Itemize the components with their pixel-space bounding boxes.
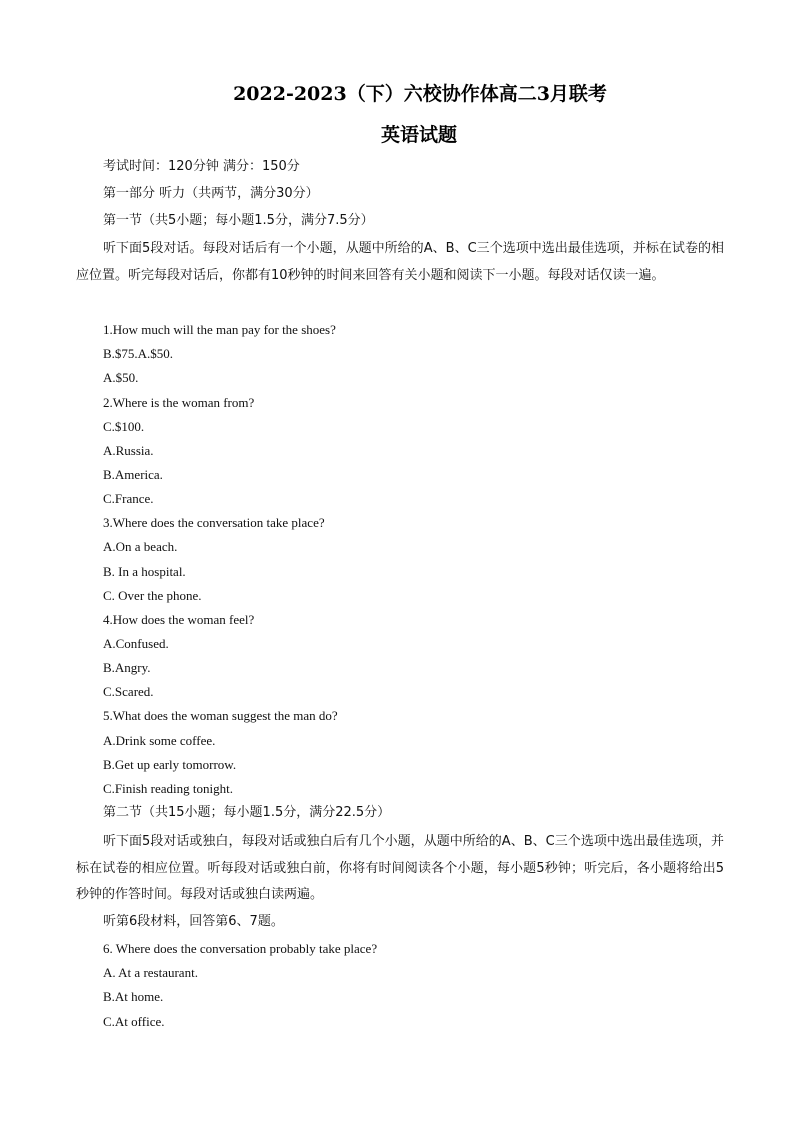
option-line: A.$50.: [103, 370, 139, 385]
option-line: A.On a beach.: [103, 539, 178, 554]
part1-heading: 第一部分 听力（共两节，满分30分）: [103, 186, 319, 201]
question-line: 2.Where is the woman from?: [103, 395, 255, 410]
option-line: C.Scared.: [103, 684, 154, 699]
section2-heading: 第二节（共15小题；每小题1.5分，满分22.5分）: [103, 805, 391, 820]
question-line: 3.Where does the conversation take place?: [103, 515, 325, 530]
option-line: C.Finish reading tonight.: [103, 781, 233, 796]
option-line: B.At home.: [103, 989, 164, 1004]
exam-subtitle: 英语试题: [380, 124, 457, 146]
question-line: 5.What does the woman suggest the man do?: [103, 708, 338, 723]
option-line: A.Russia.: [103, 443, 154, 458]
section2-instructions: 听下面5段对话或独白，每段对话或独白后有几个小题，从题中所给的A、B、C三个选项中选出最佳选项，并标在试卷的相应位置。听每段对话或独白前，你将有时间阅读各个小题，每小题5秒钟；听完后，各小题将给出5秒钟的作答时间。每段对话或独白读两遍。: [76, 834, 724, 903]
section1-instructions: 听下面5段对话。每段对话后有一个小题，从题中所给的A、B、C三个选项中选出最佳选项，并标在试卷的相应位置。听完每段对话后，你都有10秒钟的时间来回答有关小题和阅读下一小题。每段对话仅读一遍。: [76, 241, 724, 283]
section1-heading: 第一节（共5小题；每小题1.5分，满分7.5分）: [103, 213, 374, 228]
option-line: B.Get up early tomorrow.: [103, 757, 237, 772]
option-line: B.Angry.: [103, 660, 151, 675]
exam-title: 2022-2023（下）六校协作体高二3月联考: [233, 83, 607, 105]
option-line: B. In a hospital.: [103, 564, 186, 579]
option-line: A.Drink some coffee.: [103, 733, 216, 748]
option-line: C. Over the phone.: [103, 588, 202, 603]
option-line: B.America.: [103, 467, 163, 482]
question-line: 6. Where does the conversation probably take place?: [103, 941, 378, 956]
option-line: A.Confused.: [103, 636, 169, 651]
option-line: B.$75.A.$50.: [103, 346, 174, 361]
question-line: 1.How much will the man pay for the shoes?: [103, 322, 336, 337]
exam-info: 考试时间：120分钟 满分：150分: [103, 159, 300, 174]
question-line: 4.How does the woman feel?: [103, 612, 255, 627]
option-line: C.$100.: [103, 419, 145, 434]
option-line: C.At office.: [103, 1014, 165, 1029]
material-note: 听第6段材料，回答第6、7题。: [103, 914, 284, 929]
option-line: C.France.: [103, 491, 154, 506]
option-line: A. At a restaurant.: [103, 965, 198, 980]
